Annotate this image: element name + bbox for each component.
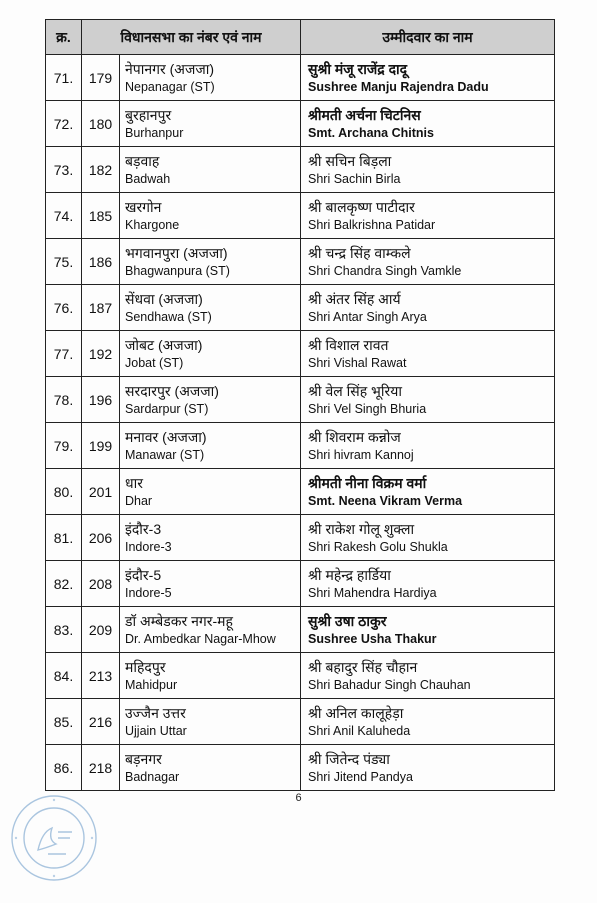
constituency-name-english: Sendhawa (ST) [125,309,212,324]
table-row [46,653,555,699]
candidate-name-hindi: श्री महेन्द्र हार्डिया [308,566,391,583]
candidate-name [301,469,555,515]
constituency-name-english: Manawar (ST) [125,447,205,462]
constituency-number: 213 [82,653,120,699]
constituency-name [120,377,301,423]
candidate-name [301,55,555,101]
candidate-name [301,193,555,239]
table-row [46,239,555,285]
table-row [46,745,555,791]
candidate-name [301,331,555,377]
candidate-name [301,377,555,423]
candidate-name-hindi: श्री बहादुर सिंह चौहान [308,658,418,675]
constituency-name-hindi: नेपानगर (अजजा) [125,60,215,77]
constituency-number: 199 [82,423,120,469]
constituency-name [120,101,301,147]
constituency-name [120,147,301,193]
candidate-name [301,607,555,653]
constituency-name-english: Burhanpur [125,125,184,140]
constituency-name-english: Ujjain Uttar [125,723,187,738]
candidate-name-english: Shri Chandra Singh Vamkle [308,263,462,278]
candidate-name-english: Shri Vishal Rawat [308,355,407,370]
constituency-number: 209 [82,607,120,653]
candidate-name [301,147,555,193]
table-row [46,285,555,331]
constituency-name [120,193,301,239]
constituency-name-english: Dr. Ambedkar Nagar-Mhow [125,631,276,646]
candidate-name-hindi: श्री चन्द्र सिंह वाम्कले [308,244,411,261]
candidate-name-english: Shri hivram Kannoj [308,447,414,462]
constituency-name-english: Indore-5 [125,585,172,600]
constituency-number: 182 [82,147,120,193]
constituency-name [120,699,301,745]
table-row [46,423,555,469]
constituency-name-hindi: बड़नगर [125,750,162,767]
table-row [46,469,555,515]
table-body [46,55,555,791]
constituency-name [120,469,301,515]
header-serial: क्र. [46,20,82,55]
constituency-name-english: Badwah [125,171,171,186]
constituency-name-hindi: इंदौर-3 [125,520,162,537]
constituency-number: 185 [82,193,120,239]
serial-number: 77. [46,331,82,377]
constituency-name-english: Khargone [125,217,180,232]
serial-number: 86. [46,745,82,791]
candidate-table [45,19,555,791]
serial-number: 81. [46,515,82,561]
candidate-name-english: Smt. Archana Chitnis [308,125,434,140]
candidate-name-hindi: श्री राकेश गोलू शुक्ला [308,520,415,537]
candidate-name [301,239,555,285]
candidate-name-english: Shri Rakesh Golu Shukla [308,539,448,554]
candidate-name-english: Sushree Manju Rajendra Dadu [308,79,489,94]
candidate-name-english: Shri Anil Kaluheda [308,723,411,738]
serial-number: 76. [46,285,82,331]
constituency-name [120,285,301,331]
constituency-name-hindi: उज्जैन उत्तर [125,704,186,721]
candidate-name [301,653,555,699]
constituency-name-english: Badnagar [125,769,180,784]
constituency-name [120,239,301,285]
candidate-name [301,285,555,331]
candidate-name [301,101,555,147]
constituency-number: 216 [82,699,120,745]
serial-number: 85. [46,699,82,745]
serial-number: 79. [46,423,82,469]
serial-number: 72. [46,101,82,147]
candidate-name-english: Shri Balkrishna Patidar [308,217,436,232]
table-row [46,515,555,561]
constituency-name [120,423,301,469]
table-header-row [46,20,555,55]
serial-number: 78. [46,377,82,423]
header-candidate: उम्मीदवार का नाम [301,20,555,55]
serial-number: 82. [46,561,82,607]
constituency-number: 201 [82,469,120,515]
constituency-name-english: Dhar [125,493,153,508]
constituency-name-hindi: भगवानपुरा (अजजा) [125,244,228,261]
constituency-name-hindi: सेंधवा (अजजा) [125,290,203,307]
constituency-number: 187 [82,285,120,331]
serial-number: 75. [46,239,82,285]
constituency-number: 179 [82,55,120,101]
header-constituency: विधानसभा का नंबर एवं नाम [82,20,301,55]
constituency-number: 196 [82,377,120,423]
constituency-name-hindi: इंदौर-5 [125,566,162,583]
table-row [46,561,555,607]
candidate-name-hindi: श्री बालकृष्ण पाटीदार [308,198,415,215]
candidate-name-hindi: श्री विशाल रावत [308,336,389,353]
candidate-name [301,745,555,791]
table-row [46,55,555,101]
constituency-name-english: Bhagwanpura (ST) [125,263,230,278]
candidate-name-english: Sushree Usha Thakur [308,631,437,646]
constituency-name [120,607,301,653]
table-row [46,193,555,239]
candidate-name-english: Shri Mahendra Hardiya [308,585,437,600]
constituency-name-hindi: बड़वाह [125,152,160,169]
constituency-name-hindi: मनावर (अजजा) [125,428,207,445]
serial-number: 71. [46,55,82,101]
constituency-name-hindi: खरगोन [125,198,162,215]
candidate-name [301,515,555,561]
constituency-number: 218 [82,745,120,791]
table-row [46,101,555,147]
candidate-name-english: Shri Jitend Pandya [308,769,413,784]
serial-number: 73. [46,147,82,193]
constituency-name-english: Nepanagar (ST) [125,79,215,94]
constituency-number: 186 [82,239,120,285]
candidate-name [301,423,555,469]
candidate-name-english: Shri Sachin Birla [308,171,401,186]
constituency-name [120,745,301,791]
table-row [46,607,555,653]
table-row [46,699,555,745]
constituency-name [120,653,301,699]
candidate-name-hindi: श्री अनिल कालूहेड़ा [308,704,404,721]
candidate-name-english: Shri Antar Singh Arya [308,309,427,324]
candidate-name-hindi: श्री शिवराम कन्नोज [308,428,401,445]
table-row [46,331,555,377]
constituency-number: 206 [82,515,120,561]
candidate-name [301,561,555,607]
constituency-name [120,561,301,607]
constituency-name-hindi: धार [125,474,143,491]
serial-number: 84. [46,653,82,699]
constituency-number: 192 [82,331,120,377]
constituency-name-hindi: डॉ अम्बेडकर नगर-महू [125,612,233,629]
candidate-name-english: Shri Bahadur Singh Chauhan [308,677,471,692]
constituency-name-english: Mahidpur [125,677,178,692]
constituency-name-english: Indore-3 [125,539,172,554]
constituency-name-english: Jobat (ST) [125,355,184,370]
constituency-name-hindi: सरदारपुर (अजजा) [125,382,219,399]
office-seal-stamp-icon [8,792,100,884]
candidate-name-hindi: श्रीमती नीना विक्रम वर्मा [308,474,427,491]
serial-number: 74. [46,193,82,239]
constituency-name [120,331,301,377]
constituency-name-hindi: जोबट (अजजा) [125,336,203,353]
candidate-name-hindi: श्री वेल सिंह भूरिया [308,382,402,399]
candidate-name-hindi: श्रीमती अर्चना चिटनिस [308,106,421,123]
constituency-number: 180 [82,101,120,147]
table-row [46,147,555,193]
constituency-name [120,515,301,561]
candidate-name [301,699,555,745]
table-row [46,377,555,423]
constituency-number: 208 [82,561,120,607]
serial-number: 80. [46,469,82,515]
candidate-name-hindi: श्री जितेन्द पंड्या [308,750,390,767]
page-number: 6 [295,792,302,804]
candidate-name-english: Smt. Neena Vikram Verma [308,493,463,508]
constituency-name [120,55,301,101]
candidate-name-hindi: श्री सचिन बिड़ला [308,152,392,169]
candidate-name-hindi: श्री अंतर सिंह आर्य [308,290,401,307]
constituency-name-english: Sardarpur (ST) [125,401,209,416]
constituency-name-hindi: बुरहानपुर [125,106,172,123]
constituency-name-hindi: महिदपुर [125,658,166,675]
serial-number: 83. [46,607,82,653]
candidate-name-hindi: सुश्री उषा ठाकुर [308,612,387,629]
candidate-name-hindi: सुश्री मंजू राजेंद्र दादू [308,60,408,77]
candidate-name-english: Shri Vel Singh Bhuria [308,401,427,416]
